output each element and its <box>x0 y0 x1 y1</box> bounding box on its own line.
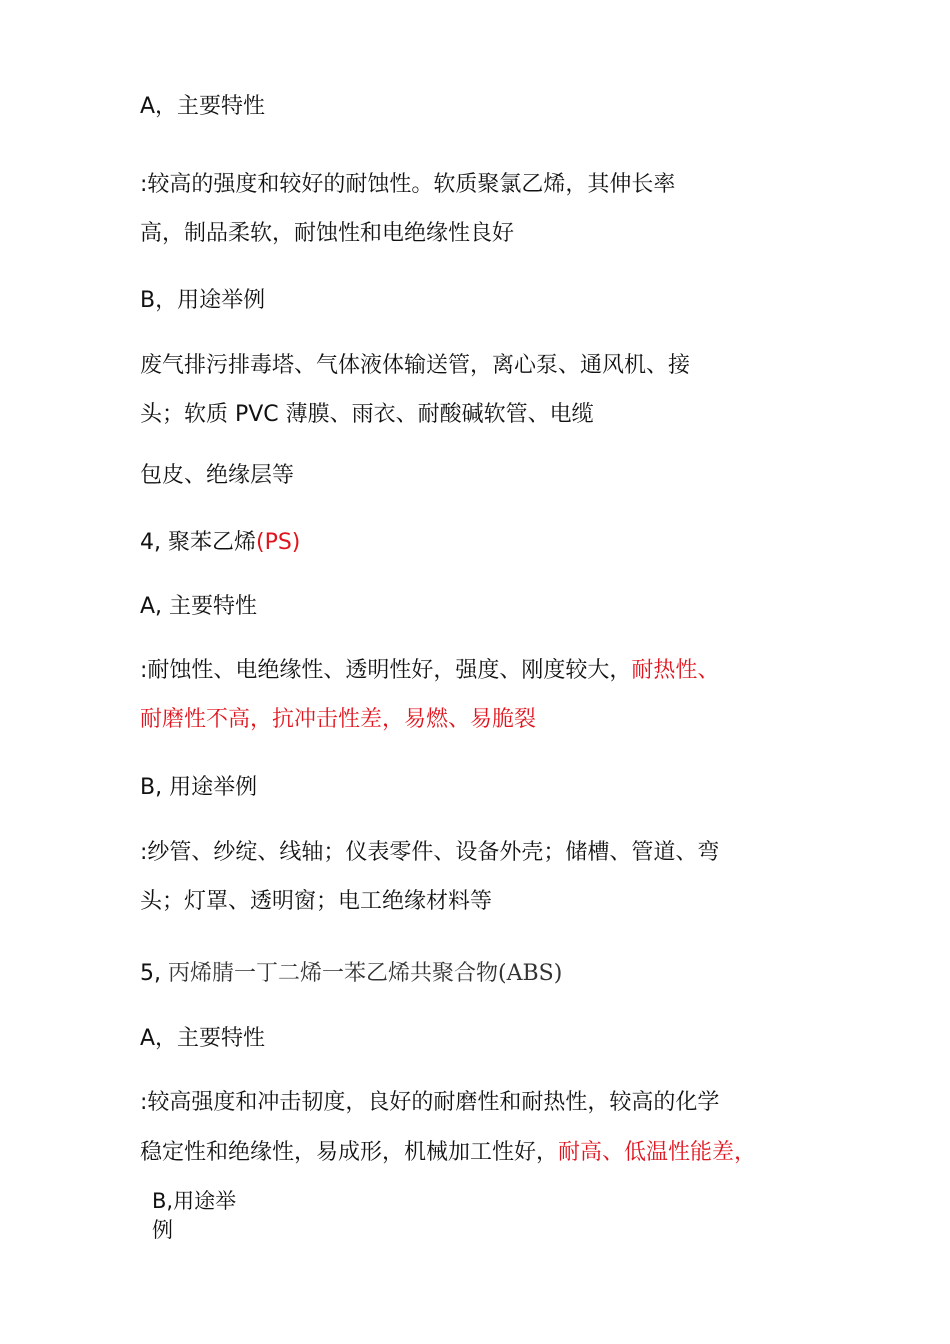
section-number: 5, <box>140 961 168 986</box>
text-segment: :耐蚀性、电绝缘性、透明性好，强度、刚度较大， <box>140 658 632 683</box>
heading-usage-examples: B, 用途举例 <box>140 775 258 800</box>
heading-main-properties: A，主要特性 <box>140 94 266 119</box>
section-heading-abs <box>140 959 562 989</box>
heading-usage-examples: B，用途举例 <box>140 288 266 313</box>
paragraph-line <box>140 656 719 686</box>
abbr-ps: (PS) <box>255 530 301 555</box>
paragraph-line: :较高的强度和较好的耐蚀性。软质聚氯乙烯，其伸长率 <box>140 172 676 197</box>
section-heading-ps <box>140 528 300 558</box>
paragraph-line: 废气排污排毒塔、气体液体输送管，离心泵、通风机、接 <box>140 353 691 378</box>
heading-usage-examples-wrap: 例 <box>152 1218 173 1242</box>
highlight-segment: 耐高、低温性能差， <box>558 1140 757 1165</box>
text-segment: 稳定性和绝缘性，易成形，机械加工性好， <box>140 1140 559 1165</box>
paragraph-line: 高，制品柔软，耐蚀性和电绝缘性良好 <box>140 221 515 246</box>
paren-close: ) <box>553 961 563 986</box>
heading-main-properties: A，主要特性 <box>140 1026 266 1051</box>
abbr-abs: ABS <box>506 961 554 986</box>
paragraph-line: :纱管、纱绽、线轴；仪表零件、设备外壳；储槽、管道、弯 <box>140 840 720 865</box>
paragraph-line: :较高强度和冲击韧度，良好的耐磨性和耐热性，较高的化学 <box>140 1090 720 1115</box>
paragraph-line: 包皮、绝缘层等 <box>140 463 295 488</box>
heading-usage-examples: B,用途举 <box>152 1189 237 1213</box>
paragraph-line: 头；灯罩、透明窗；电工绝缘材料等 <box>140 889 493 914</box>
section-title: 丙烯腈一丁二烯一苯乙烯共聚合物( <box>167 961 507 986</box>
heading-main-properties: A, 主要特性 <box>140 594 258 619</box>
highlight-line: 耐磨性不高，抗冲击性差，易燃、易脆裂 <box>140 707 537 732</box>
paragraph-line: 头；软质 PVC 薄膜、雨衣、耐酸碱软管、电缆 <box>140 402 594 427</box>
paragraph-line <box>140 1138 756 1168</box>
section-title: 4, 聚苯乙烯 <box>140 530 256 555</box>
highlight-segment: 耐热性、 <box>631 658 720 683</box>
